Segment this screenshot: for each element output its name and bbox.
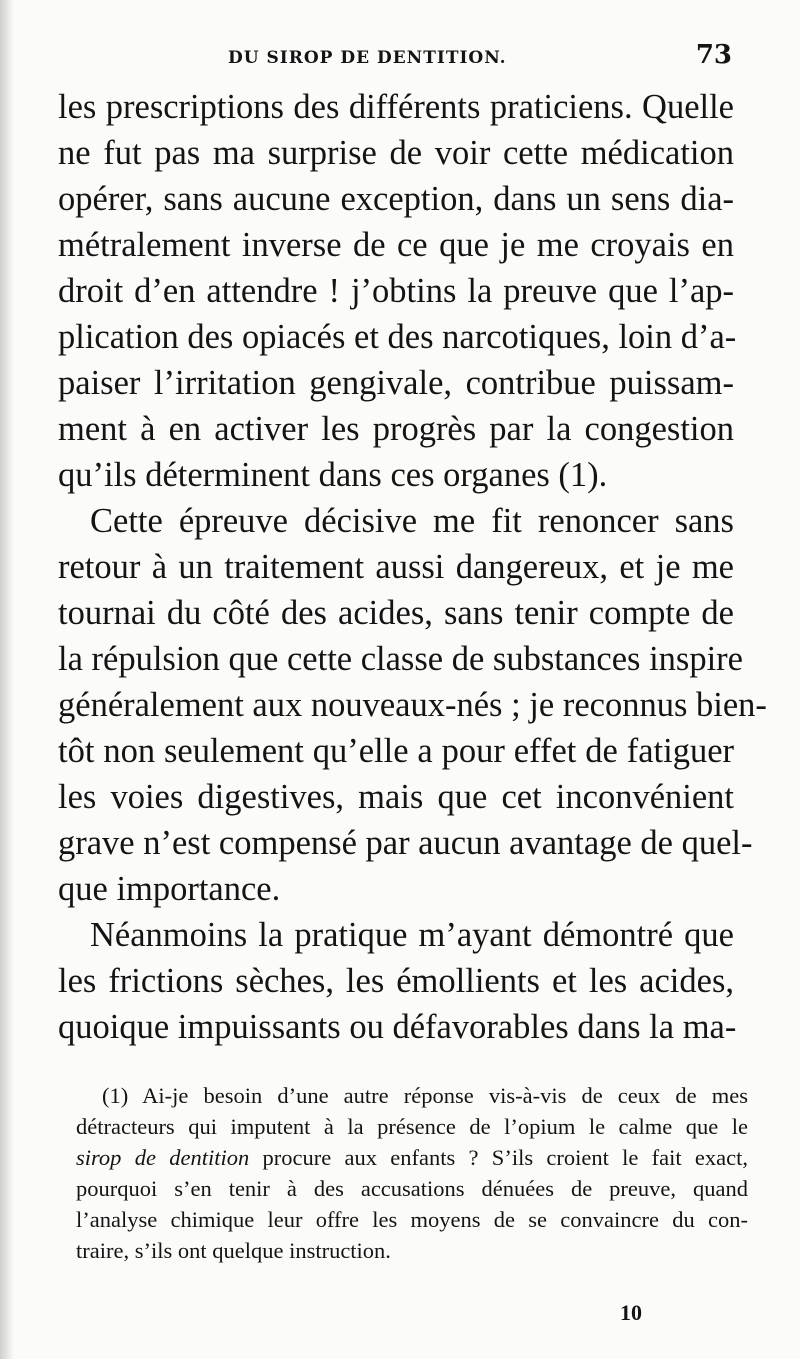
text-line: tôt non seulement qu’elle a pour effet de fatiguer [58,732,734,770]
page-gutter-shadow [0,0,14,1359]
footnote-line: l’analyse chimique leur offre les moyens de se convaincre du con- [76,1207,748,1232]
text-line: qu’ils déterminent dans ces organes (1). [58,456,608,494]
text-line: généralement aux nouveaux-nés ; je reconnus bien- [58,686,767,724]
text-line: opérer, sans aucune exception, dans un sens dia- [58,180,734,218]
text-line: la répulsion que cette classe de substances inspire [58,640,743,678]
footnote-line: détracteurs qui imputent à la présence de l’opium le calme que le [76,1114,748,1139]
page-number: 73 [695,40,732,70]
footnote [76,1080,748,1266]
text-line: tournai du côté des acides, sans tenir compte de [58,594,734,632]
text-line: droit d’en attendre ! j’obtins la preuve que l’ap- [58,272,734,310]
text-line: Cette épreuve décisive me fit renoncer sans [90,502,734,540]
text-line: quoique impuissants ou défavorables dans la ma- [58,1008,737,1046]
text-line: paiser l’irritation gengivale, contribue puissam- [58,364,734,402]
footnote-line: (1) Ai-je besoin d’une autre réponse vis-à-vis de ceux de mes [102,1083,748,1108]
text-line: les voies digestives, mais que cet inconvénient [58,778,734,816]
text-line: métralement inverse de ce que je me croyais en [58,226,734,264]
text-line: retour à un traitement aussi dangereux, et je me [58,548,734,586]
text-line: Néanmoins la pratique m’ayant démontré que [90,916,734,954]
text-line: les prescriptions des différents praticiens. Quelle [58,88,734,126]
text-line: plication des opiacés et des narcotiques, loin d’a- [58,318,737,356]
text-line: ne fut pas ma surprise de voir cette médication [58,134,734,172]
text-line: ment à en activer les progrès par la congestion [58,410,734,448]
italic-title: sirop de dentition [76,1145,250,1170]
running-head: DU SIROP DE DENTITION. [228,48,507,68]
signature-mark: 10 [620,1300,642,1325]
text-line: grave n’est compensé par aucun avantage de quel- [58,824,753,862]
text-line: que importance. [58,870,281,908]
page-header [60,40,740,80]
footnote-line: pourquoi s’en tenir à des accusations dénuées de preuve, quand [76,1176,748,1201]
footnote-line [76,1142,748,1173]
footnote-text: procure aux enfants ? S’ils croient le fait exact, [249,1145,748,1170]
body-text [58,84,767,1050]
text-line: les frictions sèches, les émollients et les acides, [58,962,734,1000]
footnote-line: traire, s’ils ont quelque instruction. [76,1238,391,1263]
